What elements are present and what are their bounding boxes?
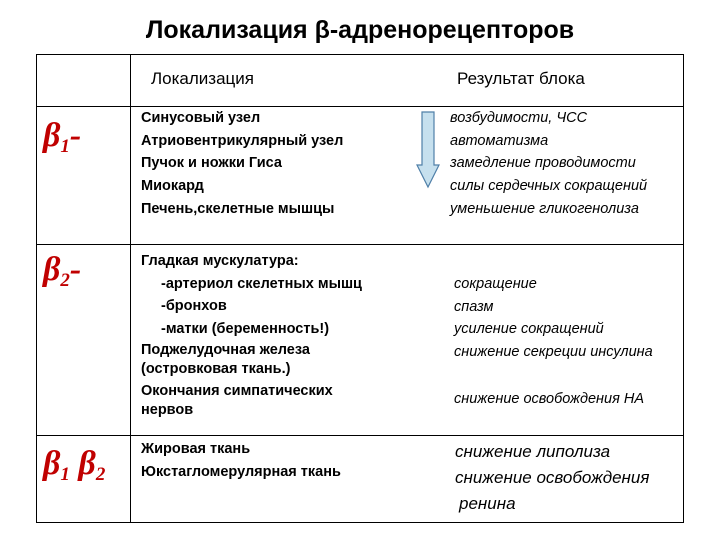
list-item: снижение освобождения НА	[454, 390, 645, 407]
list-item: спазм	[454, 298, 494, 315]
list-item: уменьшение гликогенолиза	[450, 200, 639, 217]
list-item: возбудимости, ЧСС	[450, 110, 588, 126]
receptor-label-beta1: $\beta_1-$	[43, 117, 82, 157]
list-item: снижение освобождения	[455, 468, 650, 487]
receptor-table	[36, 54, 684, 523]
receptor-label-beta2: $\beta_2-$	[43, 251, 82, 291]
list-item: Атриовентрикулярный узел	[141, 132, 344, 149]
page-title: Локализация β-адренорецепторов	[145, 16, 575, 44]
list-item: Окончания симпатических нервов	[141, 382, 333, 418]
row-divider	[37, 435, 683, 436]
list-item: снижение секреции инсулина	[454, 344, 653, 361]
list-item: усиление сокращений	[454, 321, 604, 338]
list-item: -матки (беременность!)	[161, 321, 330, 338]
list-item: Миокард	[141, 178, 204, 195]
column-divider	[130, 55, 131, 522]
list-item: Юкстагломерулярная ткань	[141, 463, 341, 480]
list-item: Пучок и ножки Гиса	[141, 155, 282, 172]
result-list-beta1	[450, 107, 647, 221]
list-item: ренина	[459, 494, 516, 513]
list-item: -бронхов	[161, 298, 227, 315]
list-item: силы сердечных сокращений	[450, 178, 648, 195]
list-item: сокращение	[454, 276, 537, 292]
list-item: автоматизма	[450, 132, 549, 149]
list-item: Жировая ткань	[141, 441, 251, 457]
list-item: Гладкая мускулатура:	[141, 253, 299, 269]
receptor-label-beta1-beta2: $\beta_1$ $\beta_2$	[43, 445, 106, 485]
header-result: Результат блока	[457, 69, 585, 88]
list-item: Поджелудочная железа (островковая ткань.)	[141, 341, 310, 377]
localization-list-beta1-beta2	[141, 438, 341, 483]
result-list-beta1-beta2	[455, 439, 649, 517]
list-item: замедление проводимости	[450, 155, 636, 172]
down-arrow-icon	[416, 111, 440, 189]
localization-list-beta1	[141, 107, 343, 221]
list-item: -артериол скелетных мышц	[161, 275, 362, 292]
result-list-beta2	[454, 273, 653, 411]
list-item: Печень,скелетные мышцы	[141, 200, 335, 217]
header-localization: Локализация	[151, 69, 254, 88]
row-divider	[37, 244, 683, 245]
list-item: снижение липолиза	[455, 442, 611, 461]
localization-list-beta2	[141, 250, 371, 423]
list-item: Синусовый узел	[141, 110, 261, 126]
